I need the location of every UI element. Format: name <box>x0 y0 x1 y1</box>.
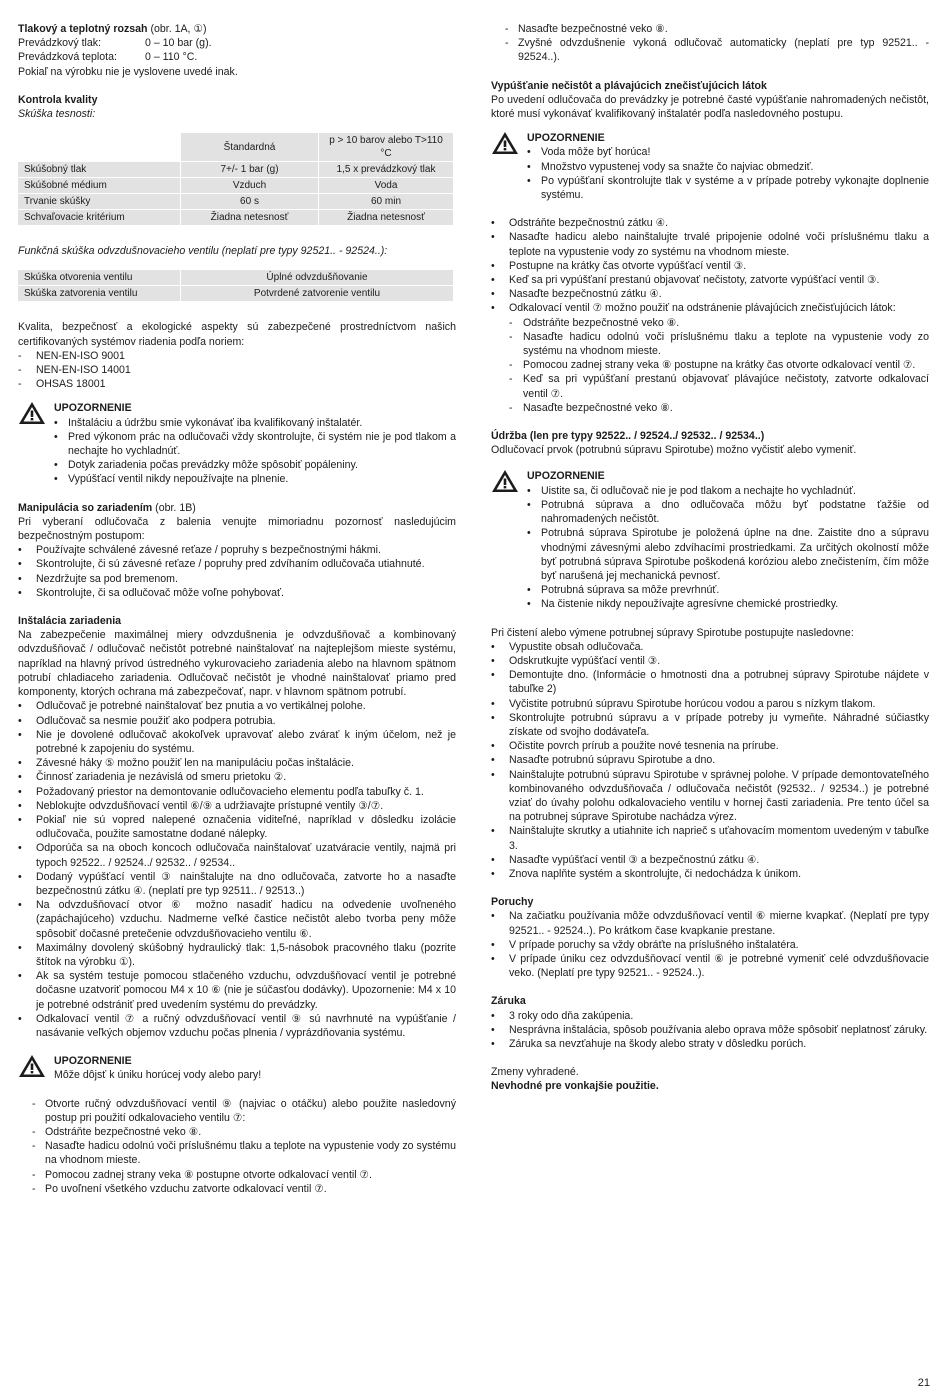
right-column <box>491 22 929 1094</box>
list-item: • Skontrolujte potrubnú súpravu a v prípade potreby ju vymeňte. Náhradné súčiastky získate od svojho dodávateľa. <box>491 711 929 739</box>
list-item: • Očistite povrch prírub a použite nové tesnenia na prírube. <box>491 739 929 753</box>
maintenance-paragraph: Odlučovací prvok (potrubnú súpravu Spirotube) možno vyčistiť alebo vymeniť. <box>491 444 857 457</box>
table-cell: 7+/- 1 bar (g) <box>181 162 319 178</box>
drain-sublist <box>509 316 929 415</box>
list-item: • V prípade úniku cez odvzdušňovací ventil ⑥ je potrebné vymeniť celé odvzdušňovacie veko. (Neplatí pre typy 92521.. - 92524..). <box>491 952 929 980</box>
list-item: • Pred výkonom prác na odlučovači vždy skontrolujte, či systém nie je pod tlakom a nechajte ho vychladnúť. <box>54 430 456 458</box>
quality-heading: Kontrola kvality <box>18 93 98 106</box>
list-item: • Keď sa pri vypúšťaní prestanú objavovať nečistoty, zatvorte vypúšťací ventil ③. <box>491 273 929 287</box>
faults-heading: Poruchy <box>491 896 534 909</box>
warning-title: UPOZORNENIE <box>54 1055 132 1068</box>
quality-subheading: Skúška tesnosti: <box>18 108 96 121</box>
table-cell: 60 min <box>319 194 454 210</box>
table-cell: Skúšobné médium <box>18 178 181 194</box>
list-item: • Pokiaľ nie sú vopred nalepené označenia viditeľné, napríklad v dôsledku izolácie odlučovača, použite samostatne dodané nálepky. <box>18 813 456 841</box>
list-item: • Vyčistite potrubnú súpravu Spirotube horúcou vodou a parou s nízkym tlakom. <box>491 697 929 711</box>
pressure-value: 0 – 10 bar (g). <box>145 37 212 50</box>
drain-list <box>491 216 929 415</box>
warning-text: Môže dôjsť k úniku horúcej vody alebo pary! <box>54 1069 262 1082</box>
list-item: • Postupne na krátky čas otvorte vypúšťací ventil ③. <box>491 259 929 273</box>
install-list <box>18 699 456 1040</box>
list-item: - Keď sa pri vypúšťaní prestanú objavovať plávajúce nečistoty, zatvorte odkalovací ventil ⑦. <box>509 372 929 400</box>
warning-title: UPOZORNENIE <box>527 470 605 483</box>
list-item: - Nasaďte bezpečnostné veko ⑧. <box>509 401 929 415</box>
list-item: • Potrubná súprava Spirotube je položená úplne na dne. Zaistite dno a súpravu vhodnými závesnými alebo zdvíhacími prostriedkami. Za určitých okolností môže byť potrubná súprava Spirotube poškodená koróziou alebo znečistením, čím môže byť narušená jej mechanická pevnosť. <box>527 526 929 583</box>
list-item: • Potrubná súprava sa môže prevrhnúť. <box>527 583 929 597</box>
page-number: 21 <box>917 1376 930 1389</box>
list-item: • Odlučovač sa nesmie použiť ako podpera potrubia. <box>18 714 456 728</box>
list-item: • Nainštalujte potrubnú súpravu Spirotube v správnej polohe. V prípade demontovateľného kombinovaného odvzdušňovača / odlučovača nečistôt (92532.. / 92534..) je potrebné vziať do úvahy polohu odkalovacieho ventilu v hornej časti zariadenia. Pre tento účel sa na potrubnej súprave Spirotube nachádza výrez. <box>491 768 929 825</box>
list-item: • Znova naplňte systém a skontrolujte, či nedochádza k únikom. <box>491 867 929 881</box>
list-item: • Skontrolujte, či sú závesné reťaze / popruhy pred zdvíhaním odlučovača utiahnuté. <box>18 557 456 571</box>
list-item: • Na odvzdušňovací otvor ⑥ možno nasadiť hadicu na odvedenie uvoľneného (zapáchajúceho) vzduchu. Nadmerne veľké častice nečistôt alebo tvorba peny môže spôsobiť dočasné pretečenie odvzdušňovacieho ventilu ⑥. <box>18 898 456 941</box>
list-item: • Činnosť zariadenia je nezávislá od smeru prietoku ②. <box>18 770 456 784</box>
table-cell: Trvanie skúšky <box>18 194 181 210</box>
warning-box <box>491 469 929 611</box>
pressure-key: Prevádzkový tlak: <box>18 37 102 50</box>
handling-section <box>18 501 456 515</box>
list-item: - OHSAS 18001 <box>18 377 456 391</box>
list-item: - Odstráňte bezpečnostné veko ⑧. <box>18 1125 456 1139</box>
maintenance-heading: Údržba (len pre typy 92522.. / 92524../ 92532.. / 92534..) <box>491 430 765 443</box>
warning-icon <box>18 1054 54 1082</box>
list-item: • Záruka sa nevzťahuje na škody alebo straty v dôsledku porúch. <box>491 1037 929 1051</box>
warranty-list <box>491 1009 929 1052</box>
list-item: - NEN-EN-ISO 9001 <box>18 349 456 363</box>
faults-list <box>491 909 929 980</box>
function-test-table <box>18 270 454 302</box>
list-item: • Nezdržujte sa pod bremenom. <box>18 572 456 586</box>
table-cell: Skúška otvorenia ventilu <box>18 270 181 286</box>
list-item: • Nasaďte hadicu alebo nainštalujte trvalé pripojenie odolné voči príslušnému tlaku a teplote na vypustenie vody zo systému na vhodnom mieste. <box>491 230 929 258</box>
install-paragraph: Na zabezpečenie maximálnej miery odvzdušnenia je odvzdušňovač a kombinovaný odvzdušňovač / odlučovač nečistôt potrebné nainštalovať na najteplejšom mieste systému, napríklad na hlavný prívod ústredného vykurovacieho zariadenia alebo na hlavnom spätnom potrubí chladiaceho zariadenia. Odlučovač nečistôt je vhodné nainštalovať priamo pred komponenty, ktorých ochrana má zabezpečovať, napr. v hlavnom spätnom potrubí. <box>18 629 456 699</box>
warning-box <box>491 131 929 202</box>
list-item: • Ak sa systém testuje pomocou stlačeného vzduchu, odvzdušňovací ventil je potrebné dočasne uzatvoriť pomocou M4 x 10 ⑥ (nie je súčasťou dodávky). Upozornenie: M4 x 10 je potrebné odstrániť pred uvedením systému do prevádzky. <box>18 969 456 1012</box>
list-item: • Odstráňte bezpečnostnú zátku ④. <box>491 216 929 230</box>
list-item: • Dodaný vypúšťací ventil ③ nainštalujte na dno odlučovača, zatvorte ho a nasaďte bezpečnostnú zátku ④. (neplatí pre typ 92511.. / 92513..) <box>18 870 456 898</box>
pressure-note: Pokiaľ na výrobku nie je vyslovene uvedé inak. <box>18 65 238 78</box>
table-cell: Voda <box>319 178 454 194</box>
list-item: • Vypustite obsah odlučovača. <box>491 640 929 654</box>
list-item: • Vypúšťací ventil nikdy nepoužívajte na plnenie. <box>54 472 456 486</box>
list-item: - Nasaďte bezpečnostné veko ⑧. <box>491 22 929 36</box>
install-heading: Inštalácia zariadenia <box>18 615 122 628</box>
pressure-ref: (obr. 1A, ①) <box>147 23 207 35</box>
table-header: Štandardná <box>181 133 319 162</box>
list-item: • Potrubná súprava a dno odlučovača môžu byť podstatne ťažšie od nahromadených nečistôt. <box>527 498 929 526</box>
list-item <box>491 301 929 415</box>
list-item: • Neblokujte odvzdušňovací ventil ⑥/⑨ a udržiavajte prístupné ventily ③/⑦. <box>18 799 456 813</box>
pressure-row <box>18 36 456 50</box>
clean-list <box>491 640 929 881</box>
temperature-key: Prevádzková teplota: <box>18 51 117 64</box>
temperature-value: 0 – 110 °C. <box>145 51 198 64</box>
list-item: • Odlučovač je potrebné nainštalovať bez pnutia a vo vertikálnej polohe. <box>18 699 456 713</box>
list-item: • Odskrutkujte vypúšťací ventil ③. <box>491 654 929 668</box>
warning-icon <box>491 469 527 611</box>
list-item: - Pomocou zadnej strany veka ⑧ postupne na krátky čas otvorte odkalovací ventil ⑦. <box>509 358 929 372</box>
list-item: • Nie je dovolené odlučovač akokoľvek upravovať alebo zvárať k iným účelom, než je potrebné k zapojeniu do systému. <box>18 728 456 756</box>
leak-test-table <box>18 133 454 226</box>
table-cell: Skúšobný tlak <box>18 162 181 178</box>
pressure-section <box>18 22 456 36</box>
list-item: • 3 roky odo dňa zakúpenia. <box>491 1009 929 1023</box>
quality-paragraph: Kvalita, bezpečnosť a ekologické aspekty sú zabezpečené prostredníctvom našich certifikovaných systémov riadenia podľa noriem: <box>18 321 456 348</box>
table-cell: Skúška zatvorenia ventilu <box>18 286 181 302</box>
warning-icon <box>18 401 54 486</box>
table-cell: Vzduch <box>181 178 319 194</box>
list-item: • Dotyk zariadenia počas prevádzky môže spôsobiť popáleniny. <box>54 458 456 472</box>
warning-box <box>18 401 456 486</box>
list-item: • V prípade poruchy sa vždy obráťte na príslušného inštalatéra. <box>491 938 929 952</box>
function-test-label: Funkčná skúška odvzdušnovacieho ventilu (neplatí pre typy 92521.. - 92524..): <box>18 245 388 258</box>
table-cell: Potvrdené zatvorenie ventilu <box>181 286 454 302</box>
list-item: • Závesné háky ⑤ možno použiť len na manipuláciu počas inštalácie. <box>18 756 456 770</box>
table-cell: 1,5 x prevádzkový tlak <box>319 162 454 178</box>
list-item: • Nasaďte bezpečnostnú zátku ④. <box>491 287 929 301</box>
table-cell: Schvaľovacie kritérium <box>18 210 181 226</box>
list-item: • Používajte schválené závesné reťaze / popruhy s bezpečnostnými hákmi. <box>18 543 456 557</box>
list-item: • Inštaláciu a údržbu smie vykonávať iba kvalifikovaný inštalatér. <box>54 416 456 430</box>
left-column <box>18 22 456 1196</box>
handling-ref: (obr. 1B) <box>152 501 196 514</box>
list-item: • Na začiatku používania môže odvzdušňovací ventil ⑥ mierne kvapkať. (Neplatí pre typy 92521.. - 92524..). Po krátkom čase kvapkanie prestane. <box>491 909 929 937</box>
list-item-text: Odkalovací ventil ⑦ možno použiť na odstránenie plávajúcich znečisťujúcich látok: <box>509 302 896 315</box>
list-item: • Maximálny dovolený skúšobný hydraulický tlak: 1,5-násobok pracovného tlaku (pozrite štítok na výrobku ①). <box>18 941 456 969</box>
handling-list <box>18 543 456 600</box>
table-cell: 60 s <box>181 194 319 210</box>
list-item: - Zvyšné odvzdušnenie vykoná odlučovač automaticky (neplatí pre typ 92521.. - 92524..). <box>491 36 929 64</box>
outdoor-note: Nevhodné pre vonkajšie použitie. <box>491 1080 659 1093</box>
drain-heading: Vypúšťanie nečistôt a plávajúcich znečisťujúcich látok <box>491 79 767 92</box>
list-item: - Odstráňte bezpečnostné veko ⑧. <box>509 316 929 330</box>
list-item: • Odporúča sa na oboch koncoch odlučovača nainštalovať uzatváracie ventily, najmä pri typoch 92522.. / 92524../ 92532.. / 92534.. <box>18 841 456 869</box>
clean-paragraph: Pri čistení alebo výmene potrubnej súpravy Spirotube postupujte nasledovne: <box>491 626 854 639</box>
venting-steps <box>18 1097 456 1196</box>
warning-title: UPOZORNENIE <box>54 402 132 415</box>
drain-paragraph: Po uvedení odlučovača do prevádzky je potrebné časté vypúšťanie nahromadených nečistôt, ktoré musí vykonávať kvalifikovaný inštalatér podľa nasledovného postupu. <box>491 93 929 121</box>
list-item: • Na čistenie nikdy nepoužívajte agresívne chemické prostriedky. <box>527 597 929 611</box>
warranty-heading: Záruka <box>491 995 526 1008</box>
handling-paragraph: Pri vyberaní odlučovača z balenia venujte mimoriadnu pozornosť nasledujúcim bezpečnostným postupom: <box>18 515 456 543</box>
list-item: • Skontrolujte, či sa odlučovač môže voľne pohybovať. <box>18 586 456 600</box>
list-item: - Otvorte ručný odvzdušňovací ventil ⑨ (najviac o otáčku) alebo použite nasledovný postup pri použití odkalovacieho ventilu ⑦: <box>18 1097 456 1125</box>
warning-box <box>18 1054 456 1082</box>
list-item: • Voda môže byť horúca! <box>527 145 929 159</box>
list-item: • Množstvo vypustenej vody sa snažte čo najviac obmedziť. <box>527 160 929 174</box>
table-cell: Žiadna netesnosť <box>181 210 319 226</box>
table-header: p > 10 barov alebo T>110 °C <box>319 133 454 162</box>
warning-title: UPOZORNENIE <box>527 132 605 145</box>
list-item: • Nainštalujte skrutky a utiahnite ich naprieč s uťahovacím momentom uvedeným v tabuľke 3. <box>491 824 929 852</box>
list-item: • Odkalovací ventil ⑦ a ručný odvzdušňovací ventil ⑨ sú navrhnuté na vypúšťanie / nasávanie veľkých objemov vzduchu počas plnenia / vyprázdňovania systému. <box>18 1012 456 1040</box>
list-item: - Po uvoľnení všetkého vzduchu zatvorte odkalovací ventil ⑦. <box>18 1182 456 1196</box>
pressure-heading: Tlakový a teplotný rozsah <box>18 23 148 35</box>
norms-list <box>18 349 456 392</box>
handling-heading: Manipulácia so zariadením <box>18 501 153 514</box>
list-item: • Nesprávna inštalácia, spôsob používania alebo oprava môže spôsobiť neplatnosť záruky. <box>491 1023 929 1037</box>
list-item: • Nasaďte vypúšťací ventil ③ a bezpečnostnú zátku ④. <box>491 853 929 867</box>
list-item: • Požadovaný priestor na demontovanie odlučovacieho elementu podľa tabuľky č. 1. <box>18 785 456 799</box>
list-item: - Pomocou zadnej strany veka ⑧ postupne otvorte odkalovací ventil ⑦. <box>18 1168 456 1182</box>
list-item: - Nasaďte hadicu odolnú voči príslušnému tlaku a teplote na vypustenie vody zo systému na vhodnom mieste. <box>509 330 929 358</box>
venting-steps-continued <box>491 22 929 65</box>
list-item: - NEN-EN-ISO 14001 <box>18 363 456 377</box>
temperature-row <box>18 50 456 64</box>
list-item: • Po vypúšťaní skontrolujte tlak v systéme a v prípade potreby vykonajte doplnenie systému. <box>527 174 929 202</box>
list-item: • Uistite sa, či odlučovač nie je pod tlakom a nechajte ho vychladnúť. <box>527 484 929 498</box>
list-item: • Demontujte dno. (Informácie o hmotnosti dna a potrubnej súpravy Spirotube nájdete v tabuľke 2) <box>491 668 929 696</box>
warning-icon <box>491 131 527 202</box>
changes-note: Zmeny vyhradené. <box>491 1066 579 1079</box>
table-cell: Úplné odvzdušňovanie <box>181 270 454 286</box>
table-cell: Žiadna netesnosť <box>319 210 454 226</box>
list-item: • Nasaďte potrubnú súpravu Spirotube a dno. <box>491 753 929 767</box>
list-item: - Nasaďte hadicu odolnú voči príslušnému tlaku a teplote na vypustenie vody zo systému na vhodnom mieste. <box>18 1139 456 1167</box>
